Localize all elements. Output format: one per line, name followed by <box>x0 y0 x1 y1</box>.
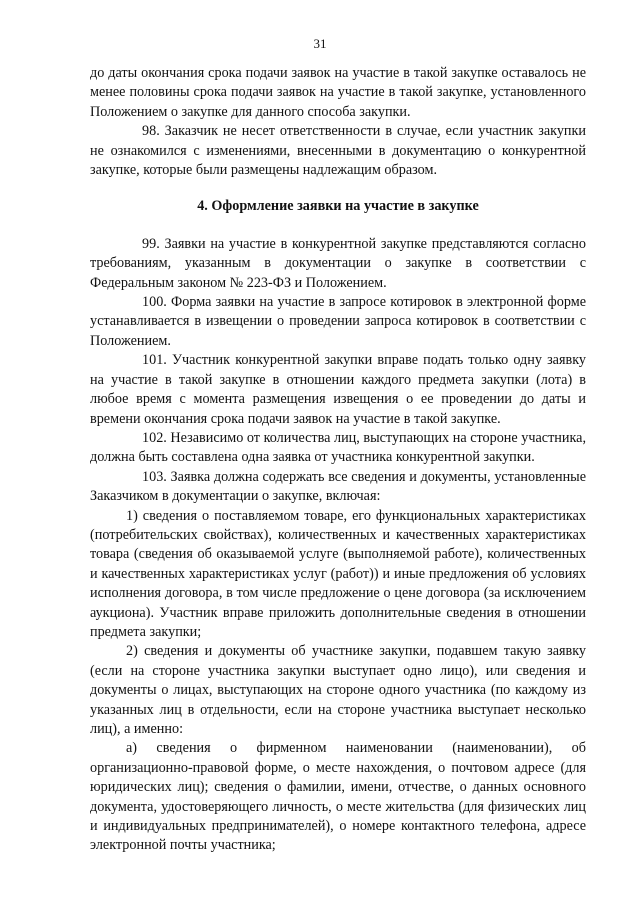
list-item-1: 1) сведения о поставляемом товаре, его функциональных характеристиках (потребительских свойствах), количественных и качественных характеристиках товара (сведения об оказываемой услуге (выполняемой работе), количественных и качественных характеристиках услуг (работ)) и иные предложения об условиях исполнения договора, в том числе предложение о цене договора (за исключением аукциона). Участник вправе приложить дополнительные сведения в отношении предмета закупки; <box>90 507 586 640</box>
document-body <box>90 64 586 856</box>
list-item-a: а) сведения о фирменном наименовании (наименовании), об организационно-правовой форме, о месте нахождения, о почтовом адресе (для юридических лиц); сведения о фамилии, имени, отчестве, о данных основного документа, удостоверяющего личность, о месте жительства (для физических лиц и индивидуальных предпринимателей), о номере контактного телефона, адресе электронной почты участника; <box>90 740 586 854</box>
page-number: 31 <box>313 36 327 51</box>
list-item-2: 2) сведения и документы об участнике закупки, подавшем такую заявку (если на стороне участника закупки выступает одно лицо), или сведения и документы о лицах, выступающих на стороне одного участника (по каждому из указанных лиц в отдельности, если на стороне участника выступает несколько лиц), а именно: <box>90 643 586 737</box>
paragraph-99: 99. Заявки на участие в конкурентной закупке представляются согласно требованиям, указанным в документации о закупке в соответствии с Федеральным законом № 223-ФЗ и Положением. <box>90 235 586 291</box>
paragraph-continuation: до даты окончания срока подачи заявок на участие в такой закупке оставалось не менее половины срока подачи заявок на участие в такой закупке, установленного Положением о закупке для данного способа закупки. <box>90 65 586 120</box>
paragraph-98: 98. Заказчик не несет ответственности в случае, если участник закупки не ознакомился с изменениями, внесенными в документацию о конкурентной закупке, которые были размещены надлежащим образом. <box>90 123 586 179</box>
section-heading: 4. Оформление заявки на участие в закупке <box>197 198 479 215</box>
paragraph-101: 101. Участник конкурентной закупки вправе подать только одну заявку на участие в такой закупке в отношении каждого предмета закупки (лота) в любое время с момента размещения извещения о ее проведении до даты и времени окончания срока подачи заявок на участие в такой закупке. <box>90 352 586 427</box>
paragraph-103: 103. Заявка должна содержать все сведения и документы, установленные Заказчиком в документации о закупке, включая: <box>90 468 586 505</box>
paragraph-100: 100. Форма заявки на участие в запросе котировок в электронной форме устанавливается в извещении о проведении запроса котировок в соответствии с Положением. <box>90 294 586 349</box>
paragraph-102: 102. Независимо от количества лиц, выступающих на стороне участника, должна быть составлена одна заявка от участника конкурентной закупки. <box>90 429 586 466</box>
